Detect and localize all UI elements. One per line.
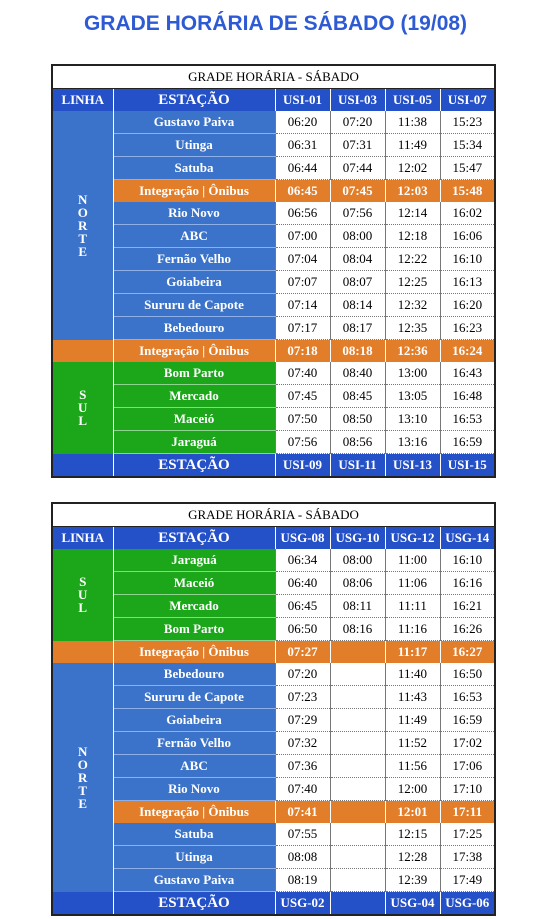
station-name: Bom Parto [113, 618, 275, 641]
station-row [52, 663, 495, 686]
time-cell: 16:26 [440, 618, 495, 641]
time-cell: 11:49 [385, 709, 440, 732]
footer-blank [52, 892, 113, 916]
time-cell: 07:31 [330, 134, 385, 157]
time-cell [330, 686, 385, 709]
linha-cell: S U L [52, 362, 113, 454]
time-cell: 07:40 [275, 778, 330, 801]
estacao-header: ESTAÇÃO [113, 89, 275, 112]
time-cell: 12:03 [385, 180, 440, 203]
time-cell: 06:40 [275, 572, 330, 595]
time-cell: 12:01 [385, 801, 440, 824]
station-row [52, 385, 495, 408]
station-name: Satuba [113, 823, 275, 846]
station-row [52, 869, 495, 892]
time-cell: 17:11 [440, 801, 495, 824]
integration-row [52, 180, 495, 203]
station-row [52, 549, 495, 572]
station-row [52, 595, 495, 618]
time-cell: 08:16 [330, 618, 385, 641]
linha-cell [52, 340, 113, 363]
train-footer [330, 892, 385, 916]
station-name: Satuba [113, 157, 275, 180]
station-name: Goiabeira [113, 271, 275, 294]
time-cell: 08:18 [330, 340, 385, 363]
time-cell: 16:23 [440, 317, 495, 340]
table-title: GRADE HORÁRIA - SÁBADO [52, 65, 495, 89]
time-cell: 07:18 [275, 340, 330, 363]
time-cell: 11:17 [385, 641, 440, 664]
station-row [52, 317, 495, 340]
station-name: Bom Parto [113, 362, 275, 385]
time-cell: 16:16 [440, 572, 495, 595]
time-cell: 17:49 [440, 869, 495, 892]
time-cell [330, 732, 385, 755]
time-cell: 16:48 [440, 385, 495, 408]
time-cell: 16:27 [440, 641, 495, 664]
time-cell: 07:56 [275, 431, 330, 454]
time-cell: 15:34 [440, 134, 495, 157]
time-cell: 08:00 [330, 225, 385, 248]
time-cell: 16:59 [440, 431, 495, 454]
time-cell: 07:20 [275, 663, 330, 686]
time-cell: 11:11 [385, 595, 440, 618]
estacao-header: ESTAÇÃO [113, 527, 275, 550]
integration-row [52, 340, 495, 363]
station-name: Utinga [113, 846, 275, 869]
time-cell: 08:06 [330, 572, 385, 595]
schedule-table-usg [51, 502, 496, 916]
station-row [52, 709, 495, 732]
station-name: Utinga [113, 134, 275, 157]
train-header: USG-08 [275, 527, 330, 550]
time-cell: 08:08 [275, 846, 330, 869]
station-name: ABC [113, 755, 275, 778]
time-cell: 07:40 [275, 362, 330, 385]
station-name: Jaraguá [113, 549, 275, 572]
time-cell: 17:25 [440, 823, 495, 846]
station-row [52, 157, 495, 180]
time-cell [330, 846, 385, 869]
time-cell: 12:14 [385, 202, 440, 225]
station-row [52, 111, 495, 134]
time-cell: 13:05 [385, 385, 440, 408]
time-cell: 16:21 [440, 595, 495, 618]
time-cell: 12:15 [385, 823, 440, 846]
time-cell: 12:32 [385, 294, 440, 317]
linha-cell: S U L [52, 549, 113, 641]
station-name: Mercado [113, 385, 275, 408]
station-row [52, 248, 495, 271]
train-footer: USI-09 [275, 454, 330, 478]
time-cell: 16:13 [440, 271, 495, 294]
time-cell: 16:50 [440, 663, 495, 686]
station-row [52, 755, 495, 778]
station-row [52, 202, 495, 225]
time-cell: 16:10 [440, 549, 495, 572]
station-name: Fernão Velho [113, 248, 275, 271]
train-header: USI-01 [275, 89, 330, 112]
time-cell: 08:17 [330, 317, 385, 340]
time-cell: 11:43 [385, 686, 440, 709]
time-cell: 06:44 [275, 157, 330, 180]
time-cell [330, 823, 385, 846]
train-footer: USI-15 [440, 454, 495, 478]
time-cell: 07:55 [275, 823, 330, 846]
time-cell: 07:56 [330, 202, 385, 225]
table-title-row [52, 503, 495, 527]
time-cell: 16:53 [440, 686, 495, 709]
time-cell: 12:22 [385, 248, 440, 271]
time-cell: 08:00 [330, 549, 385, 572]
table-title: GRADE HORÁRIA - SÁBADO [52, 503, 495, 527]
time-cell: 16:24 [440, 340, 495, 363]
time-cell: 16:02 [440, 202, 495, 225]
time-cell: 11:38 [385, 111, 440, 134]
station-name: Bebedouro [113, 317, 275, 340]
integration-row [52, 641, 495, 664]
time-cell: 13:16 [385, 431, 440, 454]
station-name: Fernão Velho [113, 732, 275, 755]
time-cell: 11:16 [385, 618, 440, 641]
schedule-table-usi [51, 64, 496, 478]
station-name: Maceió [113, 408, 275, 431]
time-cell: 07:17 [275, 317, 330, 340]
time-cell: 12:36 [385, 340, 440, 363]
station-name: Sururu de Capote [113, 294, 275, 317]
time-cell: 16:06 [440, 225, 495, 248]
time-cell: 12:25 [385, 271, 440, 294]
time-cell: 11:52 [385, 732, 440, 755]
time-cell: 16:43 [440, 362, 495, 385]
station-name: Goiabeira [113, 709, 275, 732]
time-cell: 06:31 [275, 134, 330, 157]
station-name: Gustavo Paiva [113, 869, 275, 892]
time-cell: 11:40 [385, 663, 440, 686]
train-footer: USG-06 [440, 892, 495, 916]
station-row [52, 408, 495, 431]
time-cell: 08:04 [330, 248, 385, 271]
train-header: USI-07 [440, 89, 495, 112]
station-row [52, 294, 495, 317]
time-cell: 12:00 [385, 778, 440, 801]
time-cell [330, 663, 385, 686]
time-cell: 08:56 [330, 431, 385, 454]
station-name: Rio Novo [113, 778, 275, 801]
time-cell: 13:10 [385, 408, 440, 431]
footer-row [52, 892, 495, 916]
time-cell: 07:07 [275, 271, 330, 294]
station-name: Jaraguá [113, 431, 275, 454]
time-cell: 16:20 [440, 294, 495, 317]
time-cell: 15:47 [440, 157, 495, 180]
time-cell [330, 869, 385, 892]
train-footer: USI-11 [330, 454, 385, 478]
station-name: Mercado [113, 595, 275, 618]
time-cell: 11:00 [385, 549, 440, 572]
time-cell: 07:04 [275, 248, 330, 271]
estacao-footer: ESTAÇÃO [113, 892, 275, 916]
train-footer: USG-04 [385, 892, 440, 916]
time-cell [330, 641, 385, 664]
time-cell: 07:45 [330, 180, 385, 203]
train-footer: USG-02 [275, 892, 330, 916]
time-cell: 12:02 [385, 157, 440, 180]
time-cell: 07:41 [275, 801, 330, 824]
time-cell: 07:00 [275, 225, 330, 248]
station-name: Sururu de Capote [113, 686, 275, 709]
time-cell: 11:56 [385, 755, 440, 778]
time-cell: 12:35 [385, 317, 440, 340]
time-cell: 08:07 [330, 271, 385, 294]
time-cell: 12:28 [385, 846, 440, 869]
header-row [52, 527, 495, 550]
time-cell: 12:18 [385, 225, 440, 248]
time-cell: 08:14 [330, 294, 385, 317]
station-row [52, 431, 495, 454]
time-cell: 07:29 [275, 709, 330, 732]
time-cell: 11:06 [385, 572, 440, 595]
footer-blank [52, 454, 113, 478]
station-name: Bebedouro [113, 663, 275, 686]
station-name: Gustavo Paiva [113, 111, 275, 134]
time-cell [330, 709, 385, 732]
time-cell: 17:38 [440, 846, 495, 869]
station-row [52, 823, 495, 846]
station-row [52, 572, 495, 595]
time-cell: 08:11 [330, 595, 385, 618]
time-cell: 17:06 [440, 755, 495, 778]
linha-header: LINHA [52, 527, 113, 550]
station-row [52, 271, 495, 294]
time-cell: 16:53 [440, 408, 495, 431]
station-name: ABC [113, 225, 275, 248]
station-row [52, 134, 495, 157]
train-header: USI-05 [385, 89, 440, 112]
table-title-row [52, 65, 495, 89]
time-cell: 08:19 [275, 869, 330, 892]
station-name: Maceió [113, 572, 275, 595]
time-cell: 07:45 [275, 385, 330, 408]
time-cell: 15:23 [440, 111, 495, 134]
time-cell: 06:20 [275, 111, 330, 134]
time-cell: 08:45 [330, 385, 385, 408]
station-row [52, 686, 495, 709]
time-cell: 07:36 [275, 755, 330, 778]
time-cell [330, 778, 385, 801]
station-row [52, 225, 495, 248]
time-cell: 06:45 [275, 595, 330, 618]
station-row [52, 362, 495, 385]
time-cell: 07:50 [275, 408, 330, 431]
time-cell: 17:10 [440, 778, 495, 801]
train-header: USG-14 [440, 527, 495, 550]
time-cell: 15:48 [440, 180, 495, 203]
time-cell: 12:39 [385, 869, 440, 892]
time-cell: 13:00 [385, 362, 440, 385]
time-cell: 08:50 [330, 408, 385, 431]
station-name: Integração | Ônibus [113, 641, 275, 664]
station-name: Integração | Ônibus [113, 180, 275, 203]
time-cell: 08:40 [330, 362, 385, 385]
time-cell: 06:45 [275, 180, 330, 203]
time-cell: 06:50 [275, 618, 330, 641]
station-row [52, 618, 495, 641]
time-cell: 06:56 [275, 202, 330, 225]
train-header: USG-10 [330, 527, 385, 550]
estacao-footer: ESTAÇÃO [113, 454, 275, 478]
station-row [52, 732, 495, 755]
header-row [52, 89, 495, 112]
station-row [52, 846, 495, 869]
train-header: USG-12 [385, 527, 440, 550]
time-cell: 07:14 [275, 294, 330, 317]
time-cell: 16:10 [440, 248, 495, 271]
time-cell: 16:59 [440, 709, 495, 732]
time-cell: 06:34 [275, 549, 330, 572]
time-cell: 17:02 [440, 732, 495, 755]
time-cell [330, 755, 385, 778]
time-cell: 11:49 [385, 134, 440, 157]
train-header: USI-03 [330, 89, 385, 112]
station-row [52, 778, 495, 801]
page-title: GRADE HORÁRIA DE SÁBADO (19/08) [83, 12, 468, 35]
linha-cell: N O R T E [52, 663, 113, 892]
linha-cell: N O R T E [52, 111, 113, 340]
time-cell: 07:44 [330, 157, 385, 180]
footer-row [52, 454, 495, 478]
integration-row [52, 801, 495, 824]
time-cell [330, 801, 385, 824]
station-name: Integração | Ônibus [113, 340, 275, 363]
linha-header: LINHA [52, 89, 113, 112]
linha-cell [52, 641, 113, 664]
time-cell: 07:27 [275, 641, 330, 664]
time-cell: 07:32 [275, 732, 330, 755]
station-name: Rio Novo [113, 202, 275, 225]
time-cell: 07:20 [330, 111, 385, 134]
station-name: Integração | Ônibus [113, 801, 275, 824]
train-footer: USI-13 [385, 454, 440, 478]
time-cell: 07:23 [275, 686, 330, 709]
